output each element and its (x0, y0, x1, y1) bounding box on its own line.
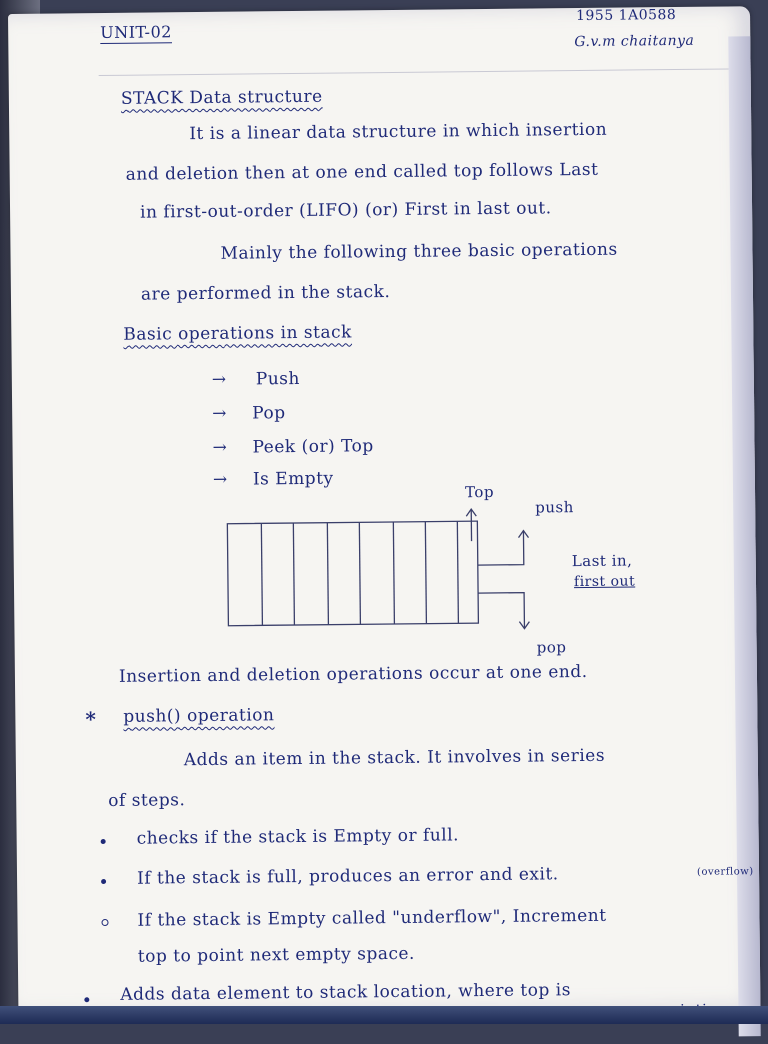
op-isempty: Is Empty (253, 469, 334, 490)
op-push: Push (256, 369, 300, 389)
step-3: If the stack is Empty called "underflow", Increment (137, 906, 606, 931)
lifo-label-1: Last in, (572, 551, 633, 570)
op-pop: Pop (252, 403, 286, 423)
step-2: If the stack is full, produces an error and exit. (137, 864, 559, 888)
bullet-dot (84, 997, 89, 1002)
desk-edge (0, 1006, 768, 1024)
push-desc-2: of steps. (108, 790, 185, 811)
op-peek-arrow: → (212, 438, 227, 458)
step-4: top to point next empty space. (138, 944, 415, 967)
push-arrow (477, 531, 523, 565)
push-label: push (535, 498, 574, 516)
mainly-line-1: Mainly the following three basic operations (220, 240, 617, 264)
lifo-label-2: first out (574, 573, 635, 590)
stack-cell-divider (261, 523, 262, 625)
overflow-note: (overflow) (697, 866, 754, 878)
bullet-dot (101, 839, 106, 844)
push-desc-1: Adds an item in the stack. It involves in series (184, 746, 605, 770)
stack-cell-divider (293, 523, 294, 625)
op-push-arrow: → (212, 370, 227, 390)
stack-cell-divider (327, 523, 328, 625)
notebook-page (8, 6, 760, 1014)
star-bullet: * (85, 707, 96, 731)
stack-cell-divider (393, 522, 394, 624)
student-name: G.v.m chaitanya (574, 33, 694, 50)
mainly-line-2: are performed in the stack. (141, 282, 391, 305)
step-5: Adds data element to stack location, where top is (120, 980, 571, 1005)
stack-cell-divider (425, 522, 426, 624)
unit-label: UNIT-02 (100, 22, 172, 42)
intro-line-3: in first-out-order (LIFO) (or) First in last out. (140, 198, 552, 222)
intro-line-1: It is a linear data structure in which insertion (189, 120, 607, 144)
stack-cell-divider (359, 522, 360, 624)
page-edge (728, 36, 760, 1036)
page-rule (99, 68, 729, 76)
pop-label: pop (537, 638, 567, 656)
pop-arrow (478, 593, 524, 629)
hollow-bullet (101, 919, 108, 926)
section-title: STACK Data structure (121, 87, 323, 109)
ops-title: Basic operations in stack (123, 322, 352, 344)
op-isempty-arrow: → (213, 470, 228, 490)
bullet-dot (101, 879, 106, 884)
step-1: checks if the stack is Empty or full. (137, 825, 460, 848)
insertion-line: Insertion and deletion operations occur at one end. (119, 662, 588, 687)
top-label: Top (465, 483, 494, 501)
op-pop-arrow: → (212, 404, 227, 424)
stack-body (227, 521, 478, 626)
op-peek: Peek (or) Top (252, 436, 373, 457)
stack-cell-divider (457, 521, 458, 623)
push-op-title: push() operation (123, 705, 274, 727)
intro-line-2: and deletion then at one end called top follows Last (126, 160, 599, 185)
roll-number: 1955 1A0588 (576, 7, 676, 24)
